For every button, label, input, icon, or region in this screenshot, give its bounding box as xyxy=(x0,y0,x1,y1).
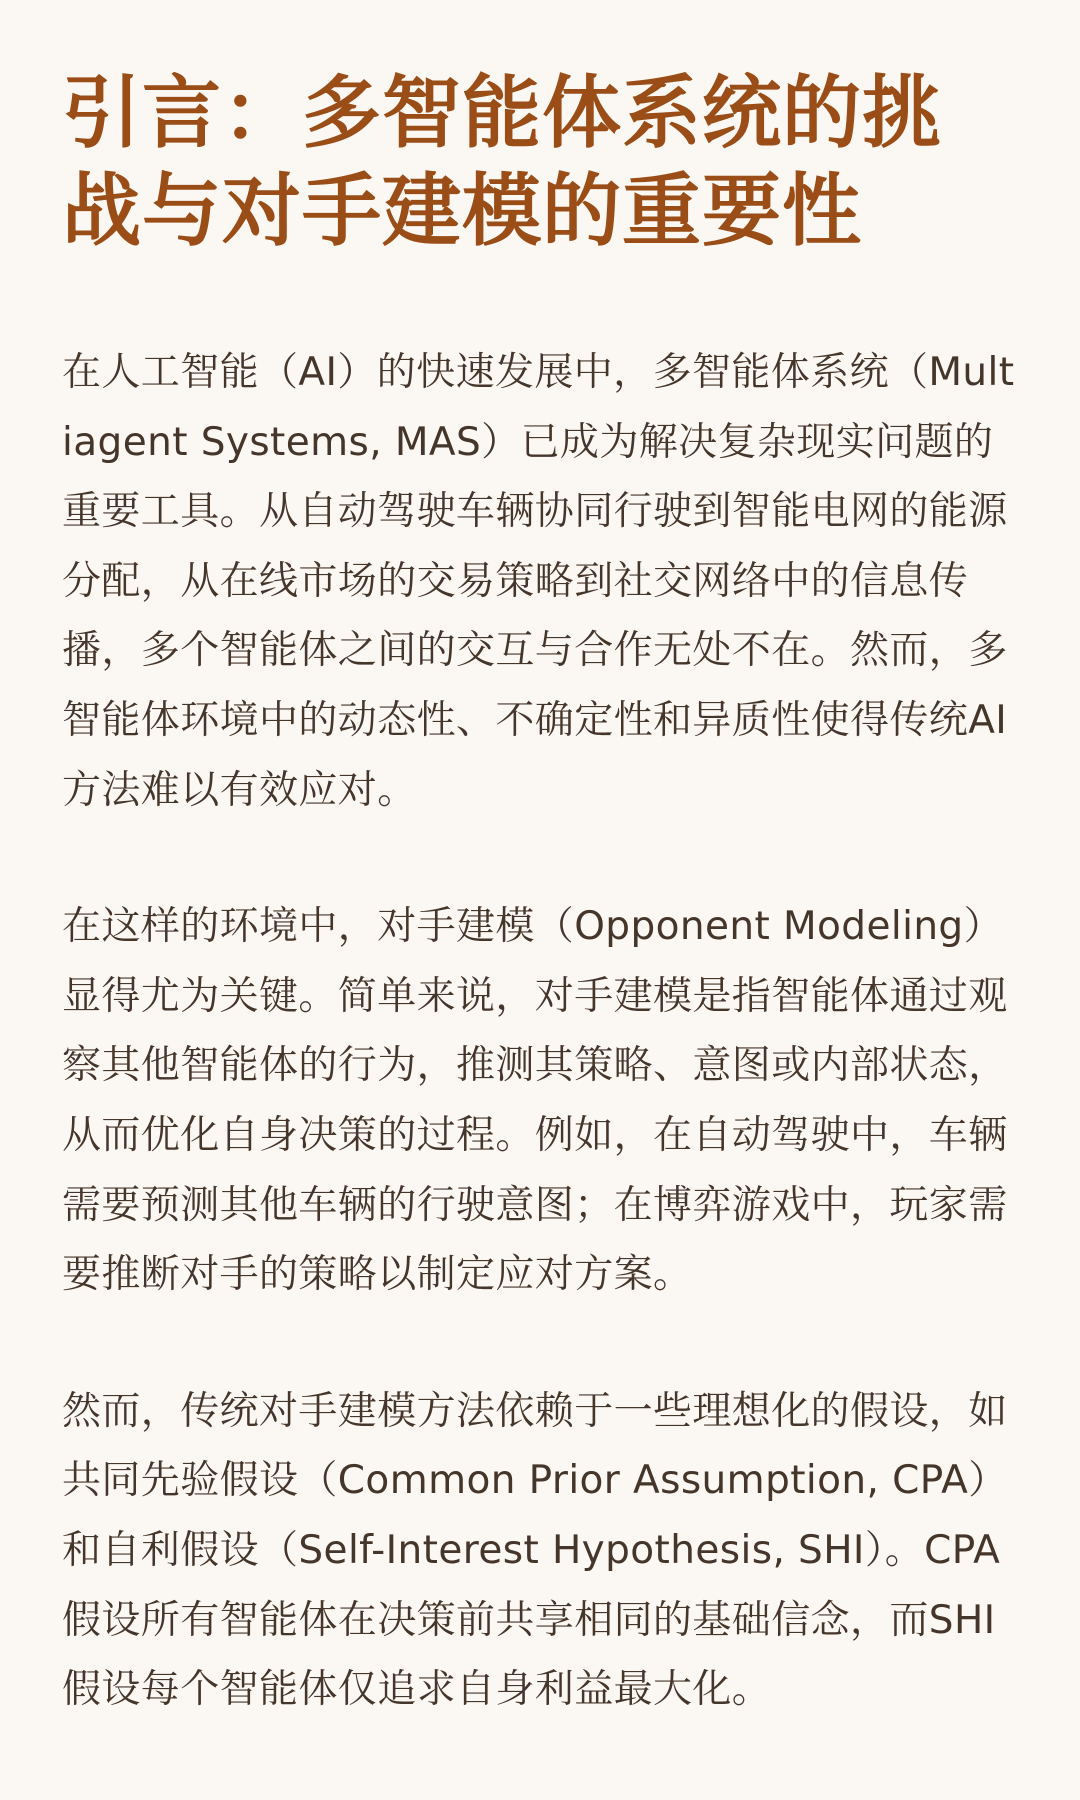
paragraph-assumptions: 然而，传统对手建模方法依赖于一些理想化的假设，如共同先验假设（Common Prior Assumption, CPA）和自利假设（Self-Interest Hypothesis, SHI）。CPA假设所有智能体在决策前共享相同的基础信念，而SHI假设每个智能体仅追求自身利益最大化。 xyxy=(62,1388,1008,1713)
article-body xyxy=(62,338,1024,1725)
article-title: 引言：多智能体系统的挑战与对手建模的重要性 xyxy=(62,67,942,257)
paragraph-opponent-modeling: 在这样的环境中，对手建模（Opponent Modeling）显得尤为关键。简单来说，对手建模是指智能体通过观察其他智能体的行为，推测其策略、意图或内部状态，从而优化自身决策的过程。例如，在自动驾驶中，车辆需要预测其他车辆的行驶意图；在博弈游戏中，玩家需要推断对手的策略以制定应对方案。 xyxy=(62,904,1008,1298)
paragraph-intro: 在人工智能（AI）的快速发展中，多智能体系统（Multiagent Systems, MAS）已成为解决复杂现实问题的重要工具。从自动驾驶车辆协同行驶到智能电网的能源分配，从在线市场的交易策略到社交网络中的信息传播，多个智能体之间的交互与合作无处不在。然而，多智能体环境中的动态性、不确定性和异质性使得传统AI方法难以有效应对。 xyxy=(62,350,1015,813)
